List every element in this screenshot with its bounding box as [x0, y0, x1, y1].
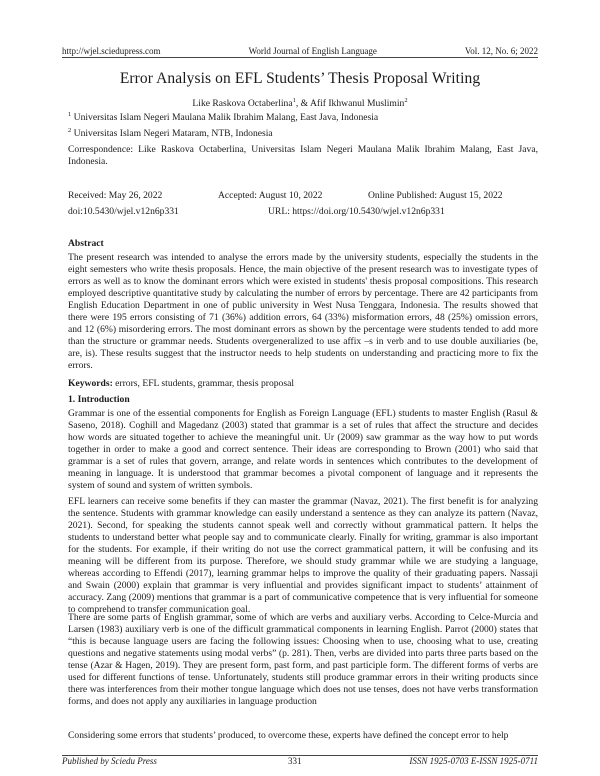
intro-paragraph-1: Grammar is one of the essential components for English as Foreign Language (EFL) students to master English (Rasul & Saseno, 2018). Coghill and Magedanz (2003) stated that grammar is a set of rules that affect the structure and decides how words are situated together to achieve the meaningful unit. Ur (2009) saw grammar as the way how to put words together in order to make a good and correct sentence. Their ideas are corresponding to Brown (2001) who said that grammar is a set of rules that govern, arrange, and relate words in sentences which contributes to the development of meaning in language. It is understood that grammar becomes a pivotal component of language and it represents the system of sound and system of written symbols. [68, 408, 538, 491]
header-rule [62, 57, 538, 58]
keywords [68, 378, 538, 389]
author-line [40, 98, 560, 109]
author-separator: , & [295, 98, 310, 109]
publisher: Published by Sciedu Press [62, 756, 157, 766]
journal-url[interactable]: http://wjel.sciedupress.com [62, 46, 161, 56]
received-date: Received: May 26, 2022 [68, 190, 163, 201]
doi-text: doi:10.5430/wjel.v12n6p331 [68, 206, 179, 217]
author-1-sup: 1 [292, 96, 296, 104]
intro-heading: 1. Introduction [68, 394, 130, 405]
doi-url[interactable]: URL: https://doi.org/10.5430/wjel.v12n6p331 [268, 206, 445, 217]
affiliation-1-sup: 1 [68, 110, 72, 118]
affiliation-2-sup: 2 [68, 126, 72, 134]
abstract-text: The present research was intended to analyse the errors made by the university students, especially the students in the eight semesters who write thesis proposals. Hence, the main objective of the present research was to investigate types of errors as well as to know the dominant errors which were existed in students' thesis proposal compositions. This research employed descriptive quantitative study by calculating the number of errors by percentage. There are 42 participants from English Education Department in one of public university in West Nusa Tenggara, Indonesia. The results showed that there were 195 errors consisting of 71 (36%) addition errors, 64 (33%) misformation errors, 48 (25%) omission errors, and 12 (6%) misordering errors. The most dominant errors as shown by the percentage were students tended to add more than the structure or grammar needs. Students overgeneralized to use affix –s in verb and to use double auxiliaries (be, are, is). These results suggest that the instructor needs to help students on understanding and practicing more to fix the errors. [68, 252, 538, 371]
author-2-sup: 2 [404, 96, 408, 104]
author-2: Afif Ikhwanul Muslimin [309, 98, 405, 109]
page-footer [62, 756, 538, 768]
paper-title: Error Analysis on EFL Students’ Thesis Proposal Writing [119, 70, 481, 87]
page-number: 331 [288, 756, 302, 766]
correspondence: Correspondence: Like Raskova Octaberlina, Universitas Islam Negeri Maulana Malik Ibrahim Malang, East Java, Indonesia. [68, 144, 538, 167]
intro-paragraph-4: Considering some errors that students’ produced, to overcome these, experts have defined the concept error to help [68, 730, 509, 741]
volume-info: Vol. 12, No. 6; 2022 [464, 46, 538, 56]
journal-name: World Journal of English Language [248, 46, 377, 56]
accepted-date: Accepted: August 10, 2022 [218, 190, 323, 201]
abstract-heading: Abstract [68, 238, 104, 249]
keywords-label: Keywords: [68, 378, 113, 389]
author-1: Like Raskova Octaberlina [192, 98, 293, 109]
running-header [62, 42, 538, 56]
affiliation-1 [68, 112, 378, 123]
affiliation-1-text: Universitas Islam Negeri Maulana Malik Ibrahim Malang, East Java, Indonesia [73, 112, 379, 123]
published-date: Online Published: August 15, 2022 [368, 190, 503, 201]
issn: ISSN 1925-0703 E-ISSN 1925-0711 [409, 756, 538, 766]
keywords-text: errors, EFL students, grammar, thesis proposal [112, 378, 295, 389]
affiliation-2 [68, 128, 273, 139]
affiliation-2-text: Universitas Islam Negeri Mataram, NTB, Indonesia [73, 128, 273, 139]
intro-paragraph-3: There are some parts of English grammar, some of which are verbs and auxiliary verbs. According to Celce-Murcia and Larsen (1983) auxiliary verb is one of the difficult grammatical components in learning English. Parrot (2000) states that “this is because language users are facing the following issues: Choosing when to use, choosing what to use, creating questions and negative statements using modal verbs” (p. 281). Then, verbs are divided into parts three parts based on the tense (Azar & Hagen, 2019). They are present form, past form, and past participle form. The different forms of verbs are used for different functions of tense. Unfortunately, students still produce grammar errors in their writing products since there was interferences from their mother tongue language which does not use tenses, does not have verbs transformation forms, and does not apply any auxiliaries in language production [68, 612, 538, 707]
intro-paragraph-2: EFL learners can receive some benefits if they can master the grammar (Navaz, 2021). The first benefit is for analyzing the sentence. Students with grammar knowledge can easily understand a sentence as they can analyze its pattern (Navaz, 2021). Second, for speaking the students cannot speak well and correctly without grammatical pattern. It helps the students to understand better what people say and to communicate clearly. Finally for writing, grammar is also important for the students. For example, if their writing do not use the correct grammatical pattern, it will be confusing and its meaning will be different from its purpose. Therefore, we should study grammar while we are studying a language, whereas according to Effendi (2017), learning grammar helps to improve the quality of their graduating papers. Nassaji and Swain (2000) explain that grammar is very influential and provides significant impact to students’ attainment of accuracy. Zang (2009) mentions that grammar is a part of communicative competence that is very influential for someone to comprehend to transfer communication goal. [68, 496, 538, 615]
